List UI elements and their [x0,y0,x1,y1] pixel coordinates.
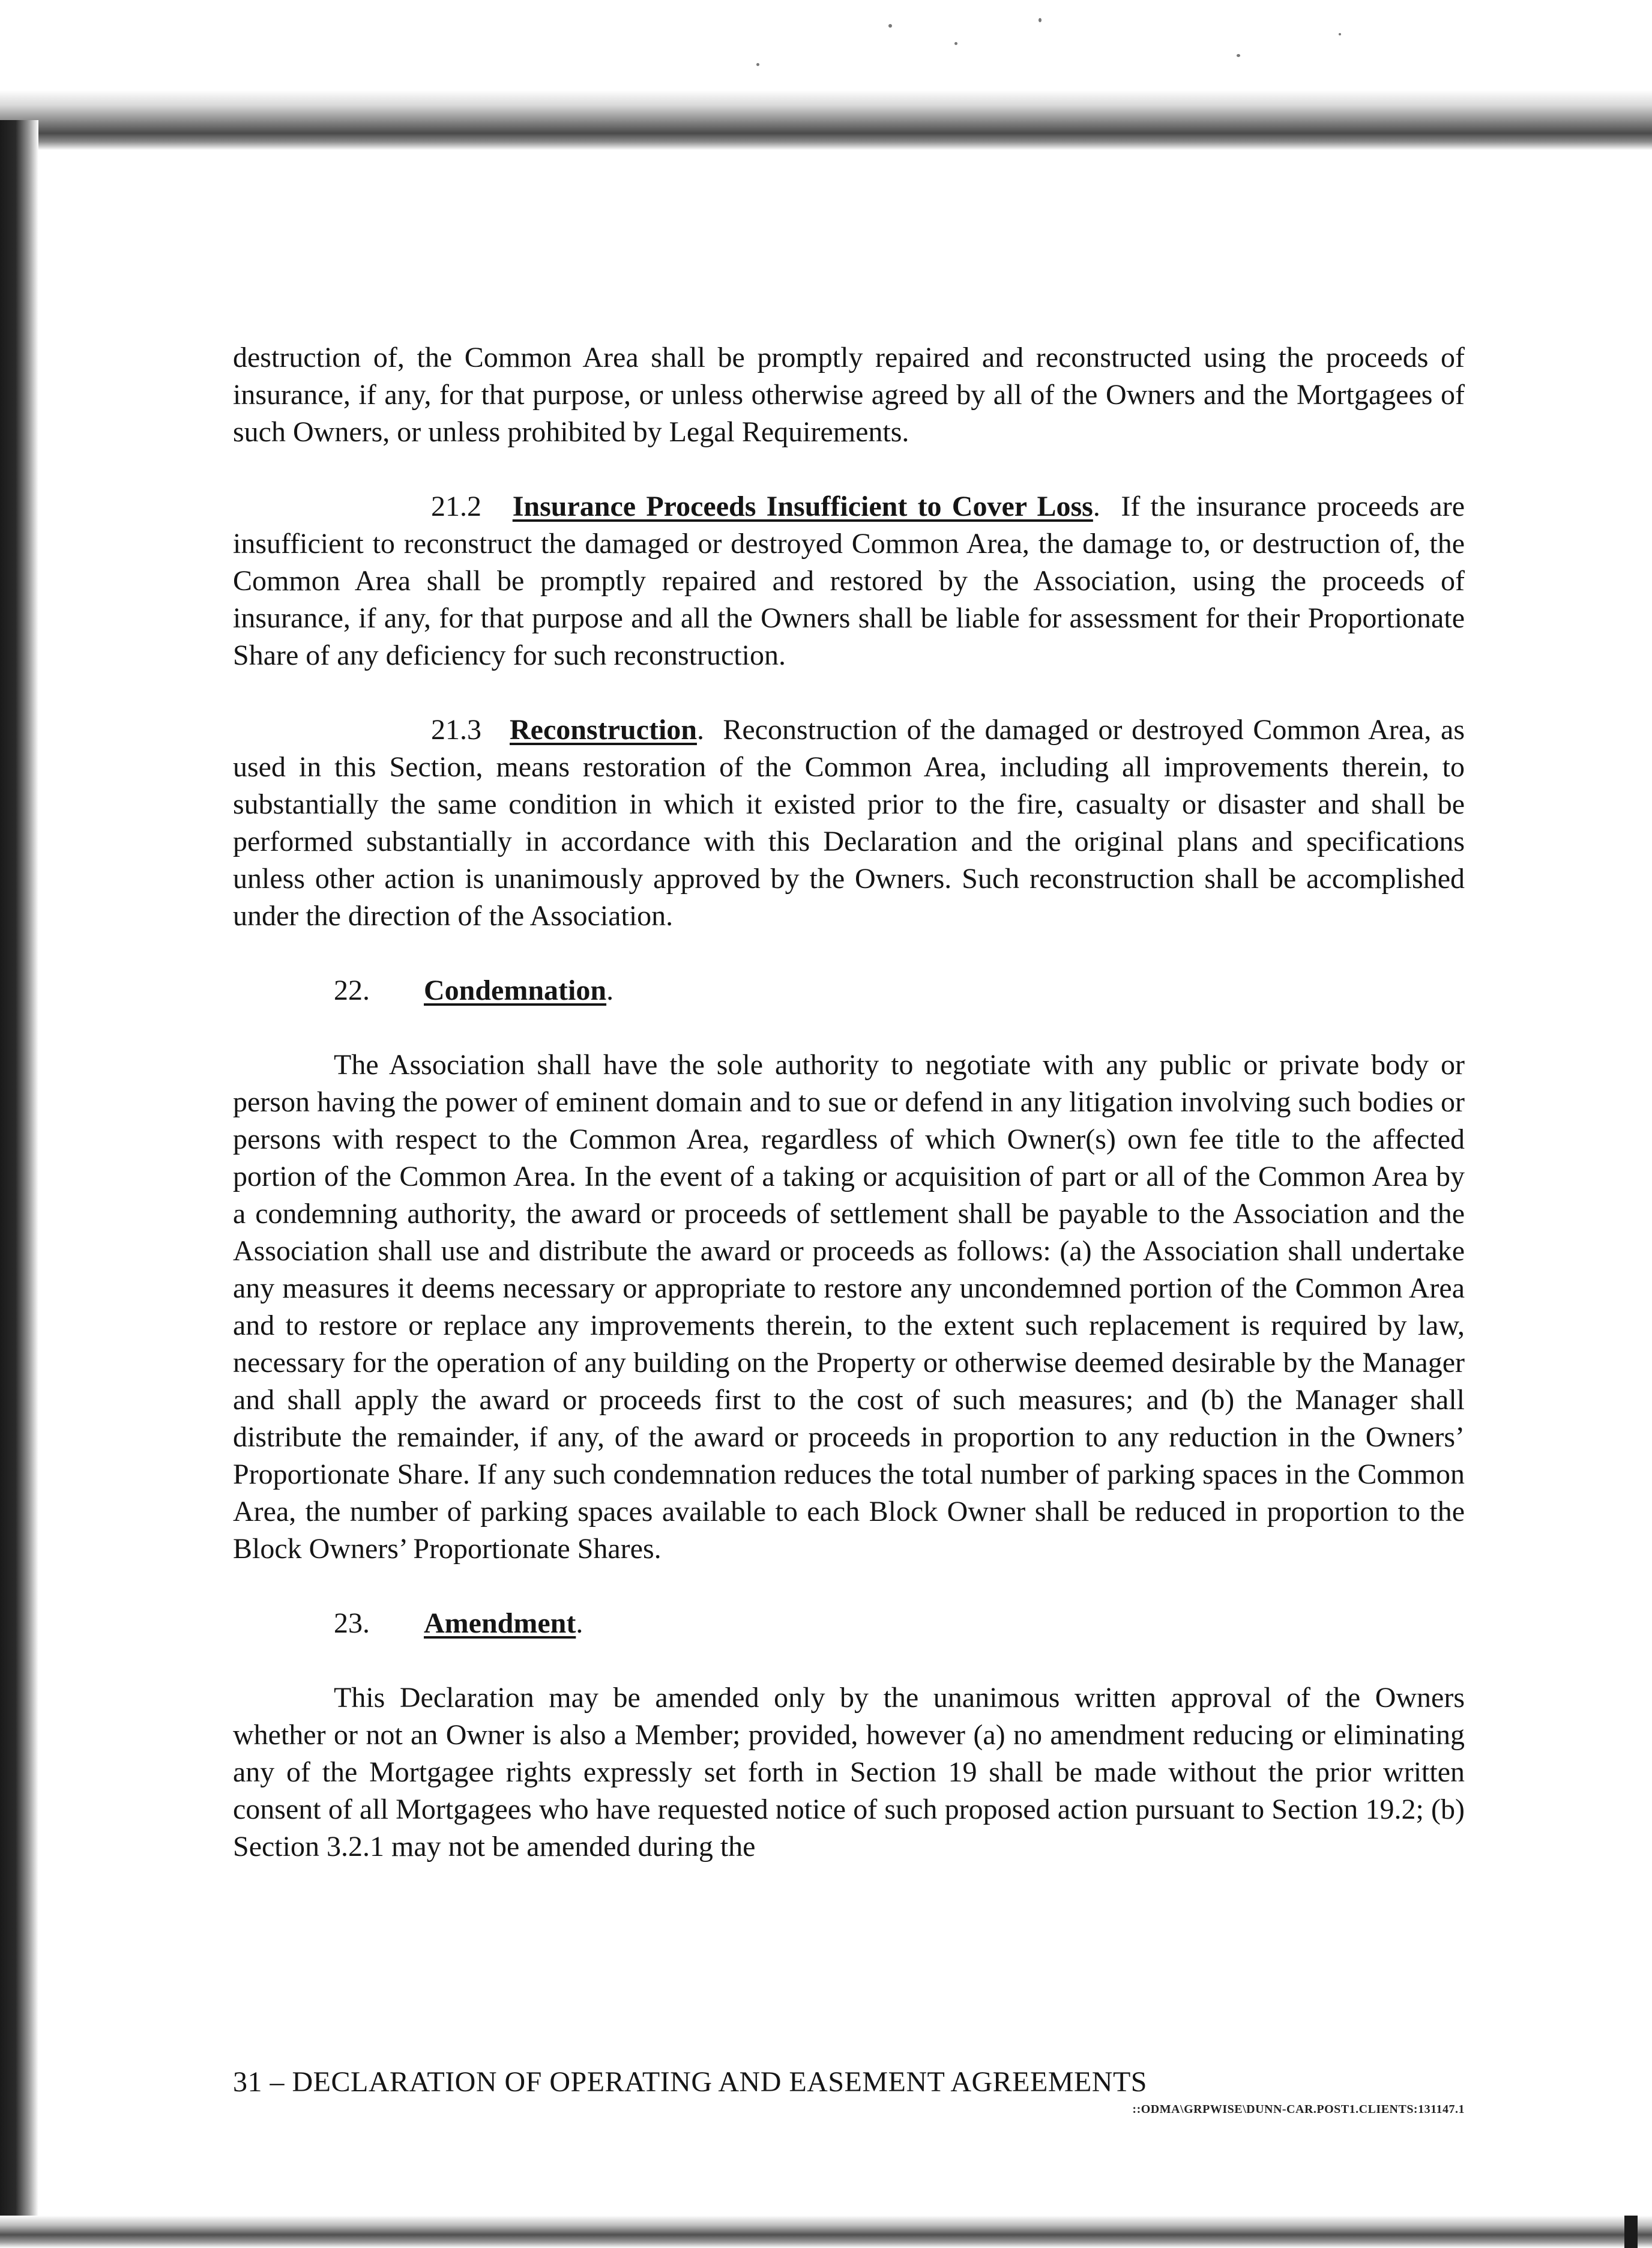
section-body: Reconstruction of the damaged or destroyed Common Area, as used in this Section, means restoration of the Common Area, including all improvements therein, to substantially the same condition in which it existed prior to the fire, casualty or disaster and shall be performed substantially in accordance with this Declaration and the original plans and specifications unless other action is unanimously approved by the Owners. Such reconstruction shall be accomplished under the direction of the Association. [233,714,1465,932]
document-body [233,339,1465,1866]
section-body: If the insurance proceeds are insufficient to reconstruct the damaged or destroyed Common Area, the damage to, or destruction of, the Common Area shall be promptly repaired and restored by the Association, using the proceeds of insurance, if any, for that purpose and all the Owners shall be liable for assessment for their Proportionate Share of any deficiency for such reconstruction. [233,491,1465,671]
section-22-heading: 22. Condemnation. [233,972,1465,1009]
section-21-3: 21.3 Reconstruction. Reconstruction of the damaged or destroyed Common Area, as used in this Section, means restoration of the Common Area, including all improvements therein, to substantially the same condition in which it existed prior to the fire, casualty or disaster and shall be performed substantially in accordance with this Declaration and the original plans and specifications unless other action is unanimously approved by the Owners. Such reconstruction shall be accomplished under the direction of the Association. [233,714,1465,932]
section-number: 22. [334,974,370,1006]
scan-speckle [756,63,759,66]
section-21-2: 21.2 Insurance Proceeds Insufficient to Cover Loss. If the insurance proceeds are insufficient to reconstruct the damaged or destroyed Common Area, the damage to, or destruction of, the Common Area shall be promptly repaired and restored by the Association, using the proceeds of insurance, if any, for that purpose and all the Owners shall be liable for assessment for their Proportionate Share of any deficiency for such reconstruction. [233,491,1465,671]
section-number: 21.3 [431,714,481,746]
section-22-body: The Association shall have the sole authority to negotiate with any public or private body or person having the power of eminent domain and to sue or defend in any litigation involving such bodies or persons with respect to the Common Area, regardless of which Owner(s) own fee title to the affected portion of the Common Area. In the event of a taking or acquisition of part or all of the Common Area by a condemning authority, the award or proceeds of settlement shall be payable to the Association and the Association shall use and distribute the award or proceeds as follows: (a) the Association shall undertake any measures it deems necessary or appropriate to restore any uncondemned portion of the Common Area and to restore or replace any improvements therein, to the extent such replacement is required by law, necessary for the operation of any building on the Property or otherwise deemed desirable by the Manager and shall apply the award or proceeds first to the cost of such measures; and (b) the Manager shall distribute the remainder, if any, of the award or proceeds in proportion to any reduction in the Owners’ Proportionate Share. If any such condemnation reduces the total number of parking spaces in the Common Area, the number of parking spaces available to each Block Owner shall be reduced in proportion to the Block Owners’ Proportionate Shares. [233,1049,1465,1565]
section-number: 21.2 [431,491,481,522]
section-title: Reconstruction [510,714,697,746]
section-title: Insurance Proceeds Insufficient to Cover Loss [512,491,1093,522]
scan-speckle [1339,33,1341,35]
section-title: Amendment [424,1607,576,1639]
section-title: Condemnation [424,974,607,1006]
section-23-body: This Declaration may be amended only by the unanimous written approval of the Owners whether or not an Owner is also a Member; provided, however (a) no amendment reducing or eliminating any of the Mortgagee rights expressly set forth in Section 19 shall be made without the prior written consent of all Mortgagees who have requested notice of such proposed action pursuant to Section 19.2; (b) Section 3.2.1 may not be amended during the [233,1682,1465,1863]
paragraph-continuation: destruction of, the Common Area shall be promptly repaired and reconstructed using the proceeds of insurance, if any, for that purpose, or unless otherwise agreed by all of the Owners and the Mortgagees of such Owners, or unless prohibited by Legal Requirements. [233,342,1465,448]
page-footer-title: 31 – DECLARATION OF OPERATING AND EASEMENT AGREEMENTS [233,2066,1147,2098]
section-number: 23. [334,1607,370,1639]
scan-speckle [1237,54,1240,57]
scan-left-edge [0,120,38,2248]
scan-bottom-edge [0,2216,1652,2248]
section-23-heading: 23. Amendment. [233,1605,1465,1642]
scan-speckle [1039,18,1042,22]
scan-speckle [888,24,892,28]
scan-speckle [954,42,957,45]
document-path-code: ::ODMA\GRPWISE\DUNN-CAR.POST1.CLIENTS:131147.1 [1132,2103,1465,2116]
scan-right-mark [1624,2216,1638,2248]
scan-top-edge [0,0,1652,150]
